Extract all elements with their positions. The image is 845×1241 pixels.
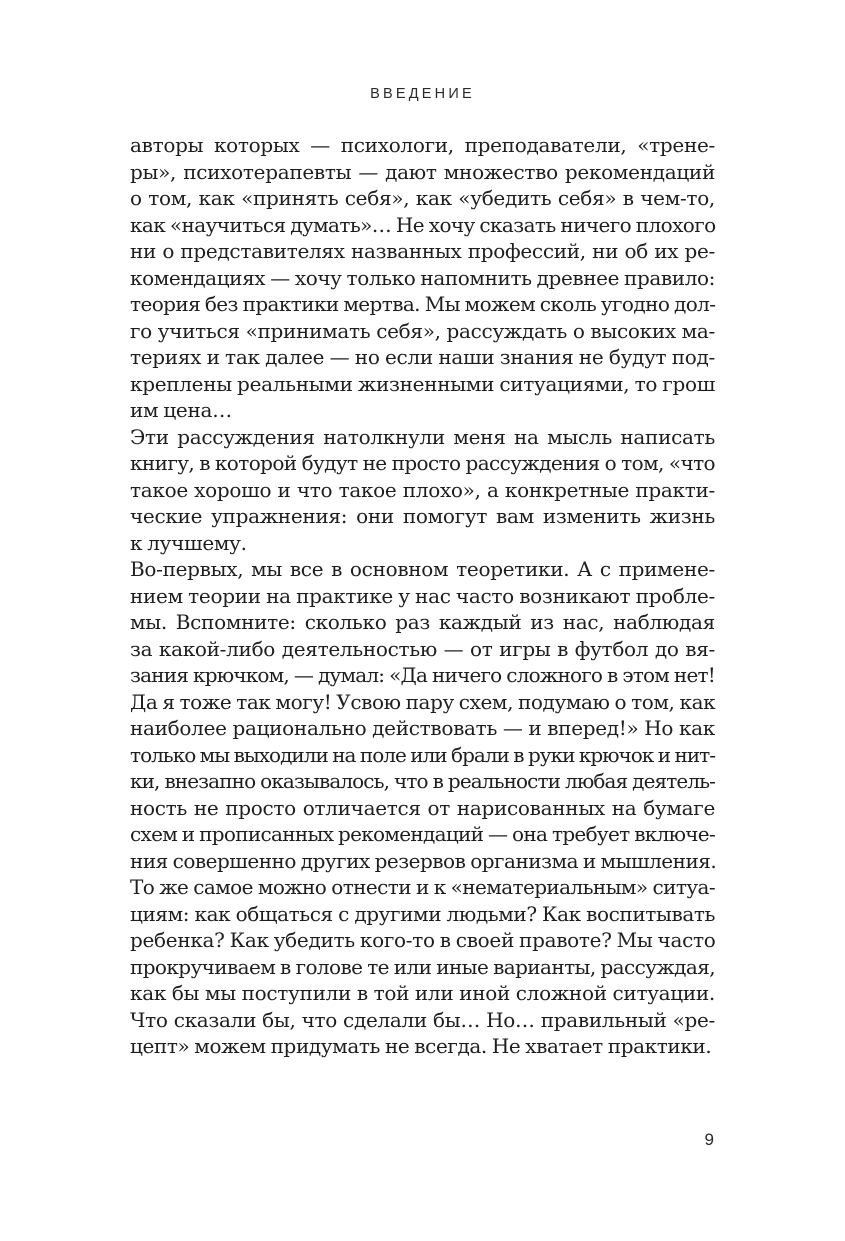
text-line: как бы мы поступили в той или иной сложной ситуации.: [130, 981, 715, 1005]
text-line: Да я тоже так могу! Усвою пару схем, подумаю о том, как: [130, 689, 716, 714]
text-line: То же самое можно отнести и к «нематериальным» ситуа-: [130, 875, 715, 899]
text-line: схем и прописанных рекомендаций — она требует включе-: [130, 822, 715, 846]
text-line: комендациях — хочу только напомнить древнее правило:: [130, 265, 715, 290]
text-line: креплены реальными жизненными ситуациями, то грош: [130, 371, 715, 396]
page-number: 9: [704, 1130, 714, 1149]
text-line: го учиться «принимать себя», рассуждать о высоких ма-: [130, 318, 715, 343]
text-line: ребенка? Как убедить кого-то в своей правоте? Мы часто: [130, 928, 716, 952]
text-line: Во-первых, мы все в основном теоретики. А с примене-: [130, 557, 715, 581]
text-line: книгу, в которой будут не просто рассуждения о том, «что: [130, 451, 715, 475]
text-line: как «научиться думать»… Не хочу сказать ничего плохого: [130, 212, 716, 237]
text-line: такое хорошо и что такое плохо», а конкретные практи-: [130, 477, 715, 502]
text-line: ки, внезапно оказывалось, что в реальности любая деятель-: [130, 769, 715, 793]
text-line: за какой-либо деятельностью — от игры в футбол до вя-: [130, 636, 715, 661]
text-line: мы. Вспомните: сколько раз каждый из нас, наблюдая: [130, 610, 715, 634]
text-line: Что сказали бы, что сделали бы… Но… правильный «ре-: [130, 1007, 715, 1032]
text-line: ния совершенно других резервов организма и мышления.: [130, 848, 717, 873]
text-line: зания крючком, — думал: «Да ничего сложного в этом нет!: [130, 663, 715, 687]
text-line: ность не просто отличается от нарисованных на бумаге: [130, 795, 715, 820]
text-line: цепт» можем придумать не всегда. Не хватает практики.: [130, 1034, 712, 1058]
text-line: ры», психотерапевты — дают множество рекомендаций: [130, 159, 715, 184]
text-line: териях и так далее — но если наши знания не будут под-: [130, 345, 715, 369]
text-line: о том, как «принять себя», как «убедить себя» в чем-то,: [130, 186, 715, 210]
text-line: прокручиваем в голове те или иные варианты, рассуждая,: [130, 954, 715, 979]
text-line: авторы которых — психологи, преподаватели, «трене-: [130, 133, 715, 157]
text-line: только мы выходили на поле или брали в руки крючок и нит-: [130, 742, 715, 767]
text-line: циям: как общаться с другими людьми? Как воспитывать: [130, 901, 715, 926]
body-text: [130, 132, 715, 1060]
text-line: ческие упражнения: они помогут вам изменить жизнь: [130, 504, 715, 528]
text-line: нием теории на практике у нас часто возникают пробле-: [130, 583, 715, 608]
text-line: им цена…: [130, 398, 232, 422]
text-line: теория без практики мертва. Мы можем сколь угодно дол-: [130, 292, 716, 316]
text-line: ни о представителях названных профессий, ни об их ре-: [130, 239, 715, 263]
text-line: наиболее рационально действовать — и вперед!» Но как: [130, 716, 715, 740]
text-line: к лучшему.: [130, 530, 247, 555]
text-line: Эти рассуждения натолкнули меня на мысль написать: [130, 424, 715, 449]
running-head: ВВЕДЕНИЕ: [370, 86, 475, 102]
